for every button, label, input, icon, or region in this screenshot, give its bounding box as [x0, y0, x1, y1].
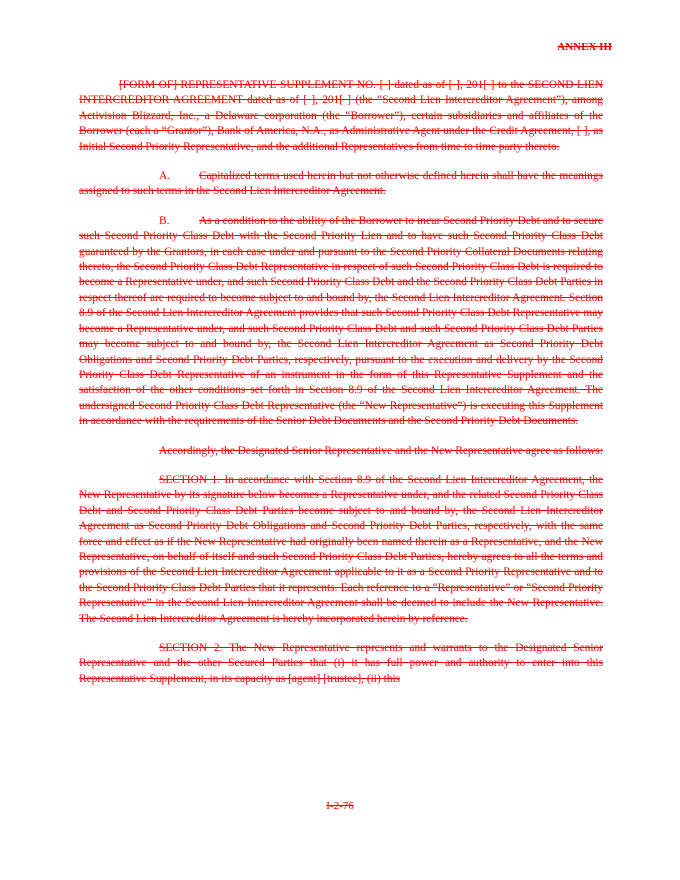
page-number: I-2-76 — [326, 800, 354, 812]
document-body — [79, 78, 603, 701]
paragraph-b-text: As a condition to the ability of the Borrower to incur Second Priority Debt and to secure such Second Priority Class Debt with the Second Priority Lien and to have such Second Priority Class Debt guaranteed by the Grantors, in each case under and pursuant to the Second Priority Collateral Documents relating thereto, the Second Priority Class Debt Representative in respect of such Second Priority Class Debt is required to become a Representative under, and such Second Priority Class Debt and the Second Priority Class Debt Parties in respect thereof are required to become subject to and bound by, the Second Lien Intercreditor Agreement. Section 8.9 of the Second Lien Intercreditor Agreement provides that such Second Priority Class Debt Representative may become a Representative under, and such Second Priority Class Debt and such Second Priority Class Debt Parties may become subject to and bound by, the Second Lien Intercreditor Agreement as Second Priority Debt Obligations and Second Priority Debt Parties, respectively, pursuant to the execution and delivery by the Second Priority Class Debt Representative of an instrument in the form of this Representative Supplement and the satisfaction of the other conditions set forth in Section 8.9 of the Second Lien Intercreditor Agreement. The undersigned Second Priority Class Debt Representative (the “New Representative”) is executing this Supplement in accordance with the requirements of the Senior Debt Documents and the Second Priority Debt Documents. — [79, 214, 603, 428]
paragraph-a-text: Capitalized terms used herein but not otherwise defined herein shall have the meanings assigned to such terms in the Second Lien Intercreditor Agreement. — [79, 170, 603, 198]
section-2-paragraph: SECTION 2. The New Representative represents and warrants to the Designated Senior Representative and the other Secured Parties that (i) it has full power and authority to enter into this Representative Supplement, in its capacity as [agent] [trustee], (ii) this — [79, 642, 603, 685]
intro-paragraph: [FORM OF] REPRESENTATIVE SUPPLEMENT NO. [ ] dated as of [ ], 201[ ] to the SECOND LIEN INTERCREDITOR AGREEMENT dated as of [ ], 201[ ] (the “Second Lien Intercreditor Agreement”), among Activision Blizzard, Inc., a Delaware corporation (the “Borrower”), certain subsidiaries and affiliates of the Borrower (each a “Grantor”), Bank of America, N.A., as Administrative Agent under the Credit Agreement, [ ], as Initial Second Priority Representative, and the additional Representatives from time to time party thereto. — [79, 79, 603, 153]
paragraph-a-label: A. — [159, 170, 171, 183]
paragraph-b — [79, 214, 603, 430]
accordingly-paragraph: Accordingly, the Designated Senior Representative and the New Representative agree as follows: — [159, 444, 603, 457]
annex-label: ANNEX III — [557, 41, 612, 53]
section-1-paragraph: SECTION 1. In accordance with Section 8.9 of the Second Lien Intercreditor Agreement, the New Representative by its signature below becomes a Representative under, and the related Second Priority Class Debt and Second Priority Class Debt Parties become subject to and bound by, the Second Lien Intercreditor Agreement as Second Priority Debt Obligations and Second Priority Debt Parties, respectively, with the same force and effect as if the New Representative had originally been named therein as a Representative, and the New Representative, on behalf of itself and such Second Priority Class Debt Parties, hereby agrees to all the terms and provisions of the Second Lien Intercreditor Agreement applicable to it as a Second Priority Representative and to the Second Priority Class Debt Parties that it represents. Each reference to a “Representative” or “Second Priority Representative” in the Second Lien Intercreditor Agreement shall be deemed to include the New Representative. The Second Lien Intercreditor Agreement is hereby incorporated herein by reference. — [79, 473, 603, 625]
paragraph-a — [79, 169, 603, 200]
paragraph-b-label: B. — [159, 214, 170, 227]
